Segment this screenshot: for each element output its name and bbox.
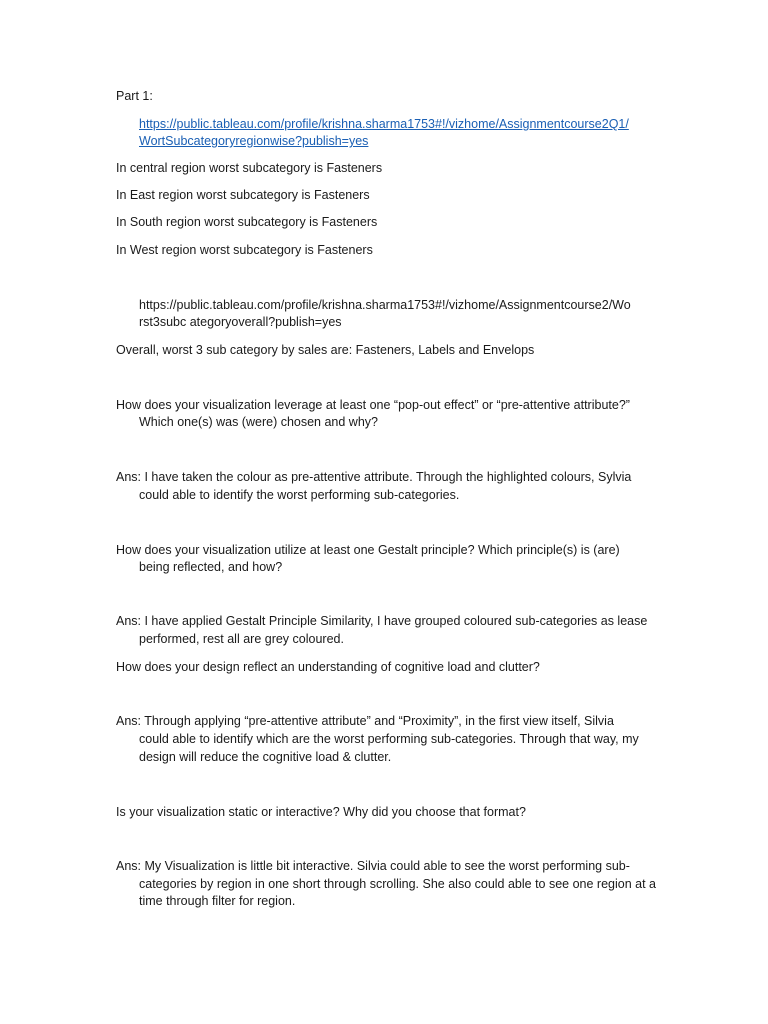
answer-3-line1: Ans: Through applying “pre-attentive attribute” and “Proximity”, in the first view itself, Silvia [116, 714, 614, 728]
answer-4-line3: time through filter for region. [139, 894, 296, 908]
tableau-link-regionwise-line1[interactable]: https://public.tableau.com/profile/krishna.sharma1753#!/vizhome/Assignmentcourse2Q1/ [139, 117, 629, 131]
region-west-text: In West region worst subcategory is Fasteners [116, 243, 373, 257]
region-south-text: In South region worst subcategory is Fasteners [116, 215, 378, 229]
answer-4-line2: categories by region in one short through scrolling. She also could able to see one region at a [139, 877, 656, 891]
answer-3-line3: design will reduce the cognitive load & clutter. [139, 750, 392, 764]
region-central-text: In central region worst subcategory is Fasteners [116, 161, 383, 175]
answer-1-line1: Ans: I have taken the colour as pre-attentive attribute. Through the highlighted colours, Sylvia [116, 470, 632, 484]
answer-4-line1: Ans: My Visualization is little bit interactive. Silvia could able to see the worst performing sub- [116, 859, 630, 873]
question-4-line1: Is your visualization static or interactive? Why did you choose that format? [116, 805, 526, 819]
question-1-line1: How does your visualization leverage at least one “pop-out effect” or “pre-attentive attribute?” [116, 398, 630, 412]
part-title: Part 1: [116, 89, 153, 103]
question-3-line1: How does your design reflect an understanding of cognitive load and clutter? [116, 660, 540, 674]
overall-summary-text: Overall, worst 3 sub category by sales are: Fasteners, Labels and Envelops [116, 343, 535, 357]
tableau-url-overall-line1: https://public.tableau.com/profile/krishna.sharma1753#!/vizhome/Assignmentcourse2/Wo [139, 298, 631, 312]
region-east-text: In East region worst subcategory is Fasteners [116, 188, 370, 202]
answer-2-line1: Ans: I have applied Gestalt Principle Similarity, I have grouped coloured sub-categories as lease [116, 614, 648, 628]
question-1-line2: Which one(s) was (were) chosen and why? [139, 415, 378, 429]
answer-1-line2: could able to identify the worst performing sub-categories. [139, 488, 460, 502]
tableau-link-regionwise-line2[interactable]: WortSubcategoryregionwise?publish=yes [139, 134, 369, 148]
answer-2-line2: performed, rest all are grey coloured. [139, 632, 344, 646]
tableau-url-overall-line2: rst3subc ategoryoverall?publish=yes [139, 315, 342, 329]
answer-3-line2: could able to identify which are the worst performing sub-categories. Through that way, my [139, 732, 639, 746]
question-2-line1: How does your visualization utilize at least one Gestalt principle? Which principle(s) is (are) [116, 543, 620, 557]
question-2-line2: being reflected, and how? [139, 560, 283, 574]
